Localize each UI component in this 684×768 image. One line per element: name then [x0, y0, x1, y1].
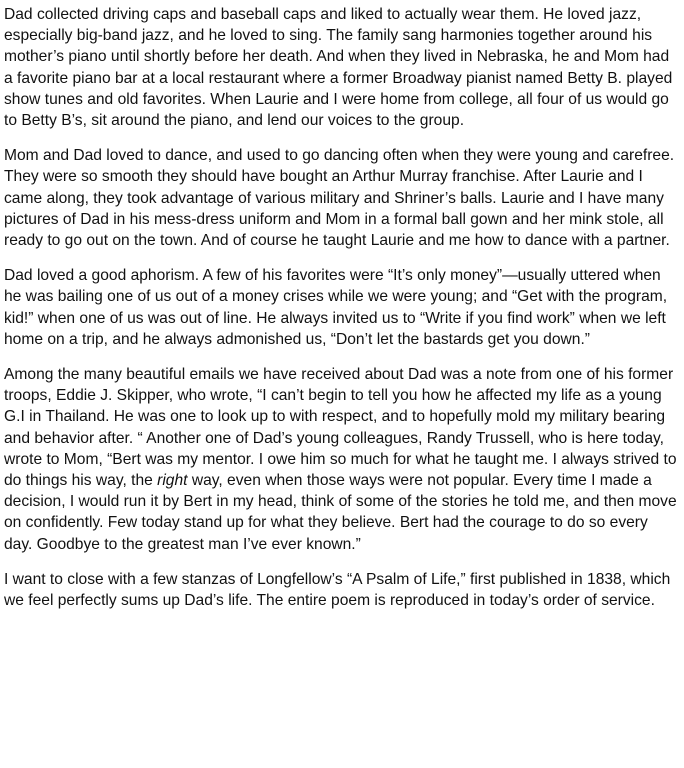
paragraph-dancing: Mom and Dad loved to dance, and used to go dancing often when they were young and carefree. They were so smooth they should have bought an Arthur Murray franchise. After Laurie and I came along, they took advantage of various military and Shriner’s balls. Laurie and I have many pictures of Dad in his mess-dress uniform and Mom in a formal ball gown and her mink stole, all ready to go out on the town. And of course he taught Laurie and me how to dance with a partner. — [4, 147, 675, 250]
document-page — [4, 0, 680, 625]
paragraph-emails-emphasis: right — [157, 472, 188, 490]
paragraph-emails-text-before: Among the many beautiful emails we have received about Dad was a note from one of his former troops, Eddie J. Skipper, who wrote, “I can’t begin to tell you how he affected my life as a young G.I in Thailand. He was one to look up to with respect, and to hopefully mold my military bearing and behavior after. “ Another one of Dad’s young colleagues, Randy Trussell, who is here today, wrote to Mom, “Bert was my mentor. I owe him so much for what he taught me. I always strived to do things his way, the — [4, 366, 677, 490]
paragraph-caps-jazz: Dad collected driving caps and baseball caps and liked to actually wear them. He loved jazz, especially big-band jazz, and he loved to sing. The family sang harmonies together around his mother’s piano until shortly before her death. And when they lived in Nebraska, he and Mom had a favorite piano bar at a local restaurant where a former Broadway pianist named Betty B. played show tunes and old favorites. When Laurie and I were home from college, all four of us would go to Betty B’s, sit around the piano, and lend our voices to the group. — [4, 6, 673, 130]
paragraph-aphorisms: Dad loved a good aphorism. A few of his favorites were “It’s only money”—usually uttered when he was bailing one of us out of a money crises while we were young; and “Get with the program, kid!” when one of us was out of line. He always invited us to “Write if you find work” when we left home on a trip, and he always admonished us, “Don’t let the bastards get you down.” — [4, 267, 668, 348]
paragraph-emails-text-after: way, even when those ways were not popular. Every time I made a decision, I would run it by Bert in my head, think of some of the stories he told me, and then move on confidently. Few today stand up for what they believe. Bert had the courage to do so every day. Goodbye to the greatest man I’ve ever known.” — [4, 472, 677, 553]
paragraph-emails — [4, 364, 680, 555]
paragraph-closing: I want to close with a few stanzas of Longfellow’s “A Psalm of Life,” first published in 1838, which we feel perfectly sums up Dad’s life. The entire poem is reproduced in today’s order of service. — [4, 570, 671, 610]
